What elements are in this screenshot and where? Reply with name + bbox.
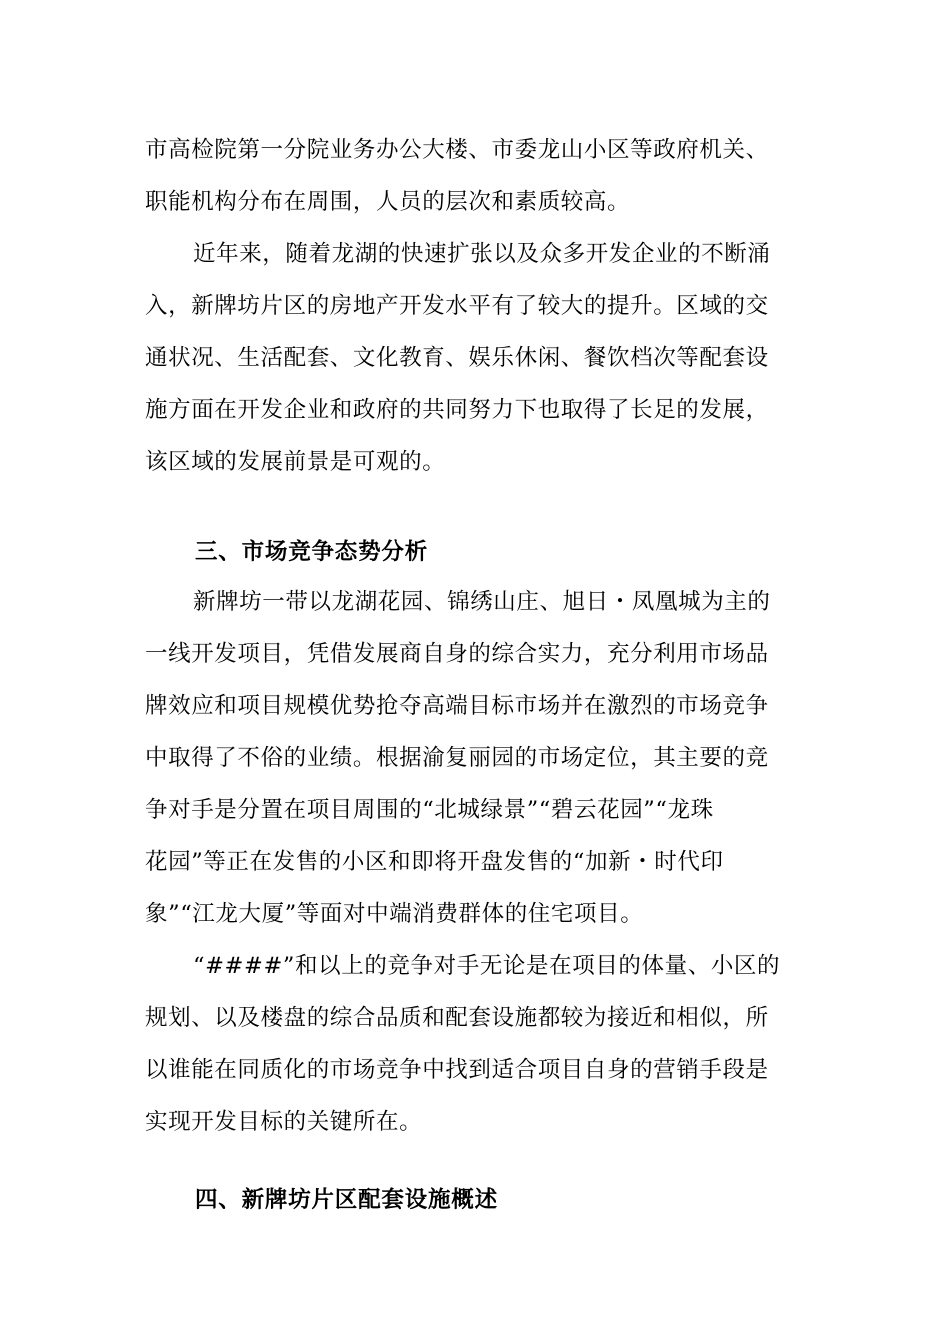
paragraph <box>145 124 769 228</box>
text-line: 一线开发项目，凭借发展商自身的综合实力，充分利用市场品 <box>145 641 769 667</box>
text-line: 中取得了不俗的业绩。根据渝复丽园的市场定位，其主要的竞 <box>145 745 769 771</box>
section-heading: 三、市场竞争态势分析 <box>195 539 429 565</box>
text-line: 规划、以及楼盘的综合品质和配套设施都较为接近和相似，所 <box>145 1005 769 1031</box>
text-line: 牌效应和项目规模优势抢夺高端目标市场并在激烈的市场竞争 <box>145 693 769 719</box>
paragraph <box>145 940 780 1148</box>
text-line: 争对手是分置在项目周围的“北城绿景”“碧云花园”“龙珠 <box>145 797 714 823</box>
text-line: 施方面在开发企业和政府的共同努力下也取得了长足的发展， <box>145 397 769 423</box>
text-line: 通状况、生活配套、文化教育、娱乐休闲、餐饮档次等配套设 <box>145 345 769 371</box>
text-line: 象”“江龙大厦”等面对中端消费群体的住宅项目。 <box>145 901 644 927</box>
text-line: 市高检院第一分院业务办公大楼、市委龙山小区等政府机关、 <box>145 137 769 163</box>
text-line: 该区域的发展前景是可观的。 <box>145 449 446 475</box>
paragraph <box>145 228 771 488</box>
text-line: 新牌坊一带以龙湖花园、锦绣山庄、旭日・凤凰城为主的 <box>193 589 771 615</box>
text-line: 近年来，随着龙湖的快速扩张以及众多开发企业的不断涌 <box>193 241 771 267</box>
paragraph <box>145 576 771 940</box>
text-line: 实现开发目标的关键所在。 <box>145 1109 423 1135</box>
section-heading: 四、新牌坊片区配套设施概述 <box>195 1187 498 1213</box>
text-line: 以谁能在同质化的市场竞争中找到适合项目自身的营销手段是 <box>145 1057 769 1083</box>
text-line: “####”和以上的竞争对手无论是在项目的体量、小区的 <box>193 953 781 979</box>
text-line: 入，新牌坊片区的房地产开发水平有了较大的提升。区域的交 <box>145 293 769 319</box>
text-line: 职能机构分布在周围，人员的层次和素质较高。 <box>145 189 631 215</box>
text-line: 花园”等正在发售的小区和即将开盘发售的“加新・时代印 <box>145 849 724 875</box>
